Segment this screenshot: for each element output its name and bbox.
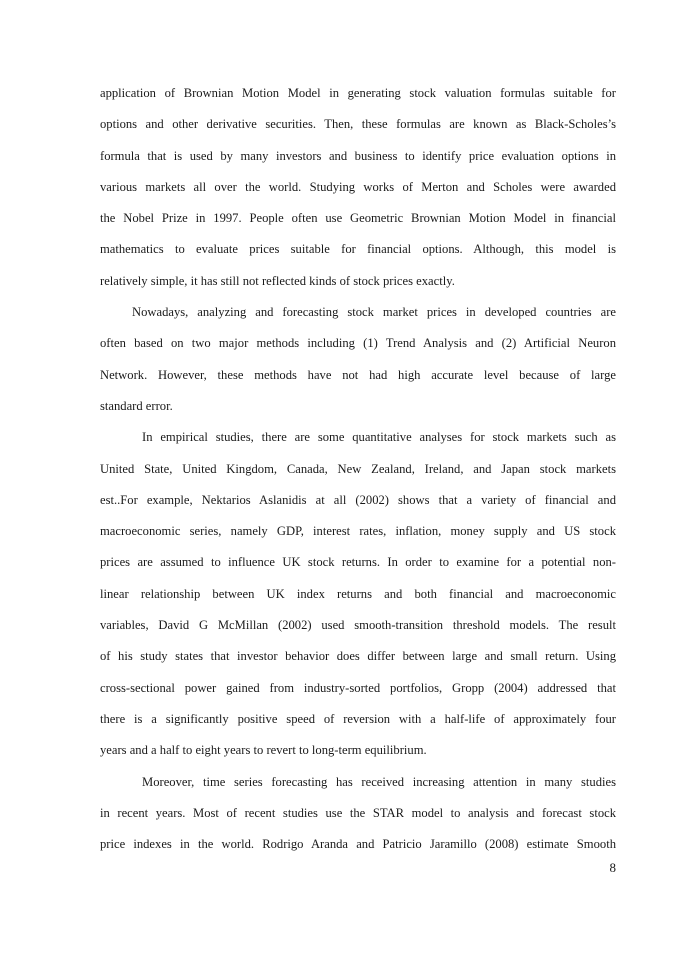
text-line: years and a half to eight years to revert to long-term equilibrium. [100,743,427,758]
text-line: Network. However, these methods have not had high accurate level because of large [100,367,616,382]
text-line: relatively simple, it has still not reflected kinds of stock prices exactly. [100,273,455,288]
paragraph-time-series-forecasting [100,767,616,861]
text-line: est..For example, Nektarios Aslanidis at all (2002) shows that a variety of financial and [100,492,616,507]
text-line: Nowadays, analyzing and forecasting stock market prices in developed countries are [132,305,616,320]
text-line: price indexes in the world. Rodrigo Aranda and Patricio Jaramillo (2008) estimate Smooth [100,837,616,852]
paragraph-forecasting-methods [100,297,616,422]
text-line: cross-sectional power gained from industry-sorted portfolios, Gropp (2004) addressed that [100,680,616,695]
text-line: prices are assumed to influence UK stock returns. In order to examine for a potential non- [100,555,616,570]
text-line: variables, David G McMillan (2002) used smooth-transition threshold models. The result [100,618,616,633]
text-line: In empirical studies, there are some quantitative analyses for stock markets such as [142,430,616,445]
text-line: application of Brownian Motion Model in generating stock valuation formulas suitable for [100,86,616,100]
text-line: mathematics to evaluate prices suitable for financial options. Although, this model is [100,242,616,257]
text-line: Moreover, time series forecasting has received increasing attention in many studies [142,774,616,789]
page-number: 8 [609,860,616,875]
paragraph-brownian-motion [100,78,616,297]
text-line: often based on two major methods including (1) Trend Analysis and (2) Artificial Neuron [100,336,616,351]
paragraph-empirical-studies [100,422,616,766]
text-line: in recent years. Most of recent studies use the STAR model to analysis and forecast stock [100,805,616,820]
text-line: linear relationship between UK index returns and both financial and macroeconomic [100,586,616,601]
text-line: options and other derivative securities. Then, these formulas are known as Black-Scholes’s [100,117,616,132]
text-line: standard error. [100,398,173,413]
text-line: of his study states that investor behavior does differ between large and small return. Using [100,649,616,664]
text-line: macroeconomic series, namely GDP, interest rates, inflation, money supply and US stock [100,524,616,539]
text-line: formula that is used by many investors and business to identify price evaluation options in [100,148,616,163]
text-line: the Nobel Prize in 1997. People often use Geometric Brownian Motion Model in financial [100,211,616,226]
text-line: there is a significantly positive speed of reversion with a half-life of approximately four [100,711,616,726]
text-line: various markets all over the world. Studying works of Merton and Scholes were awarded [100,179,616,194]
body-text [100,78,616,860]
text-line: United State, United Kingdom, Canada, New Zealand, Ireland, and Japan stock markets [100,461,616,476]
